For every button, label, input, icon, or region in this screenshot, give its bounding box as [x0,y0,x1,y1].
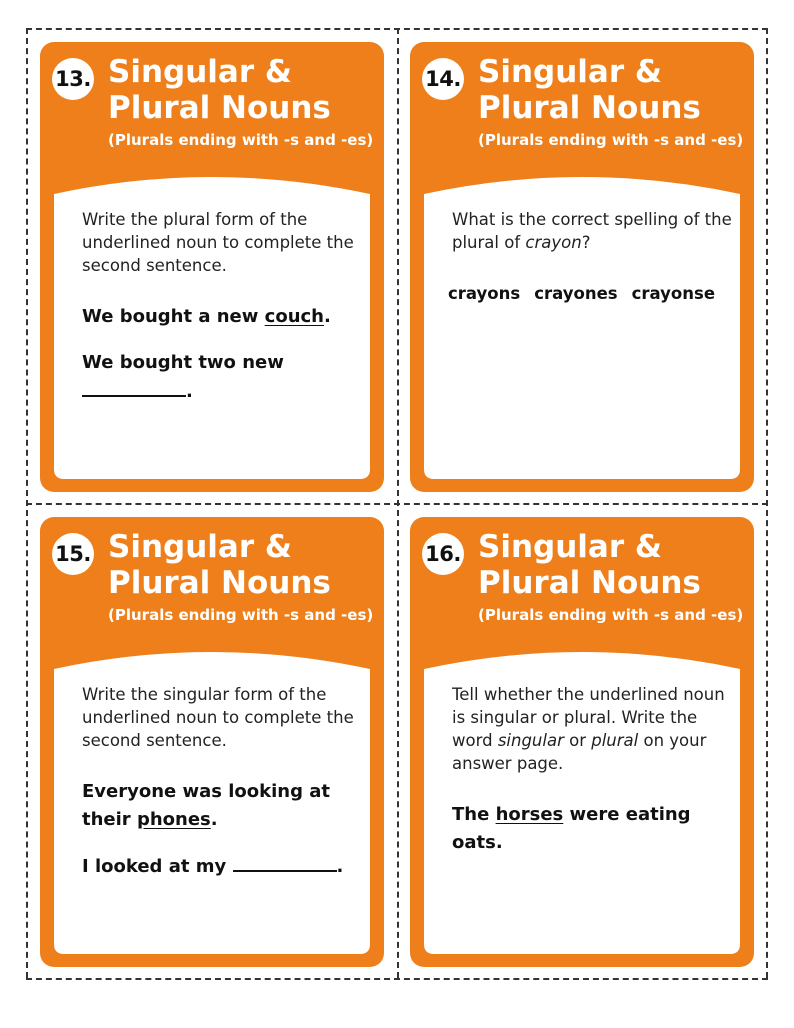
card-subtitle: (Plurals ending with -s and -es) [478,606,744,624]
cut-line-right [766,28,768,978]
card-subtitle: (Plurals ending with -s and -es) [108,606,374,624]
card-number-badge: 15. [52,533,94,575]
cut-line-left [26,28,28,978]
task-card-14 [410,42,754,492]
card-prompt: What is the correct spelling of the plural of crayon? [452,210,732,252]
option-1: crayons [448,284,521,303]
task-card-15 [40,517,384,967]
answer-blank-line [233,852,337,872]
completion-sentence: I looked at my . [82,852,362,881]
card-content-panel [424,174,740,479]
card-title: Singular & Plural Nouns [478,54,701,126]
card-subtitle: (Plurals ending with -s and -es) [478,131,744,149]
card-content-panel [424,649,740,954]
card-number-badge: 14. [422,58,464,100]
example-sentence: Everyone was looking at their phones. [82,781,331,830]
cut-line-center [397,28,399,978]
card-content-panel [54,174,370,479]
example-sentence: The horses were eating oats. [452,804,691,853]
card-prompt: Write the plural form of the underlined noun to complete the second sentence. [82,210,354,275]
answer-options [448,284,732,303]
option-2: crayones [534,284,618,303]
card-title: Singular & Plural Nouns [478,529,701,601]
completion-sentence: We bought two new [82,352,284,373]
card-prompt: Tell whether the underlined noun is singular or plural. Write the word singular or plural on your answer page. [452,685,725,773]
cut-line-bottom [26,978,768,980]
example-sentence: We bought a new couch. [82,306,331,327]
card-content-panel [54,649,370,954]
option-3: crayonse [631,284,716,303]
card-prompt: Write the singular form of the underlined noun to complete the second sentence. [82,685,354,750]
card-subtitle: (Plurals ending with -s and -es) [108,131,374,149]
card-title: Singular & Plural Nouns [108,529,331,601]
card-title: Singular & Plural Nouns [108,54,331,126]
answer-blank-line: . [82,377,362,406]
card-number-badge: 13. [52,58,94,100]
task-card-16 [410,517,754,967]
task-card-13 [40,42,384,492]
card-number-badge: 16. [422,533,464,575]
